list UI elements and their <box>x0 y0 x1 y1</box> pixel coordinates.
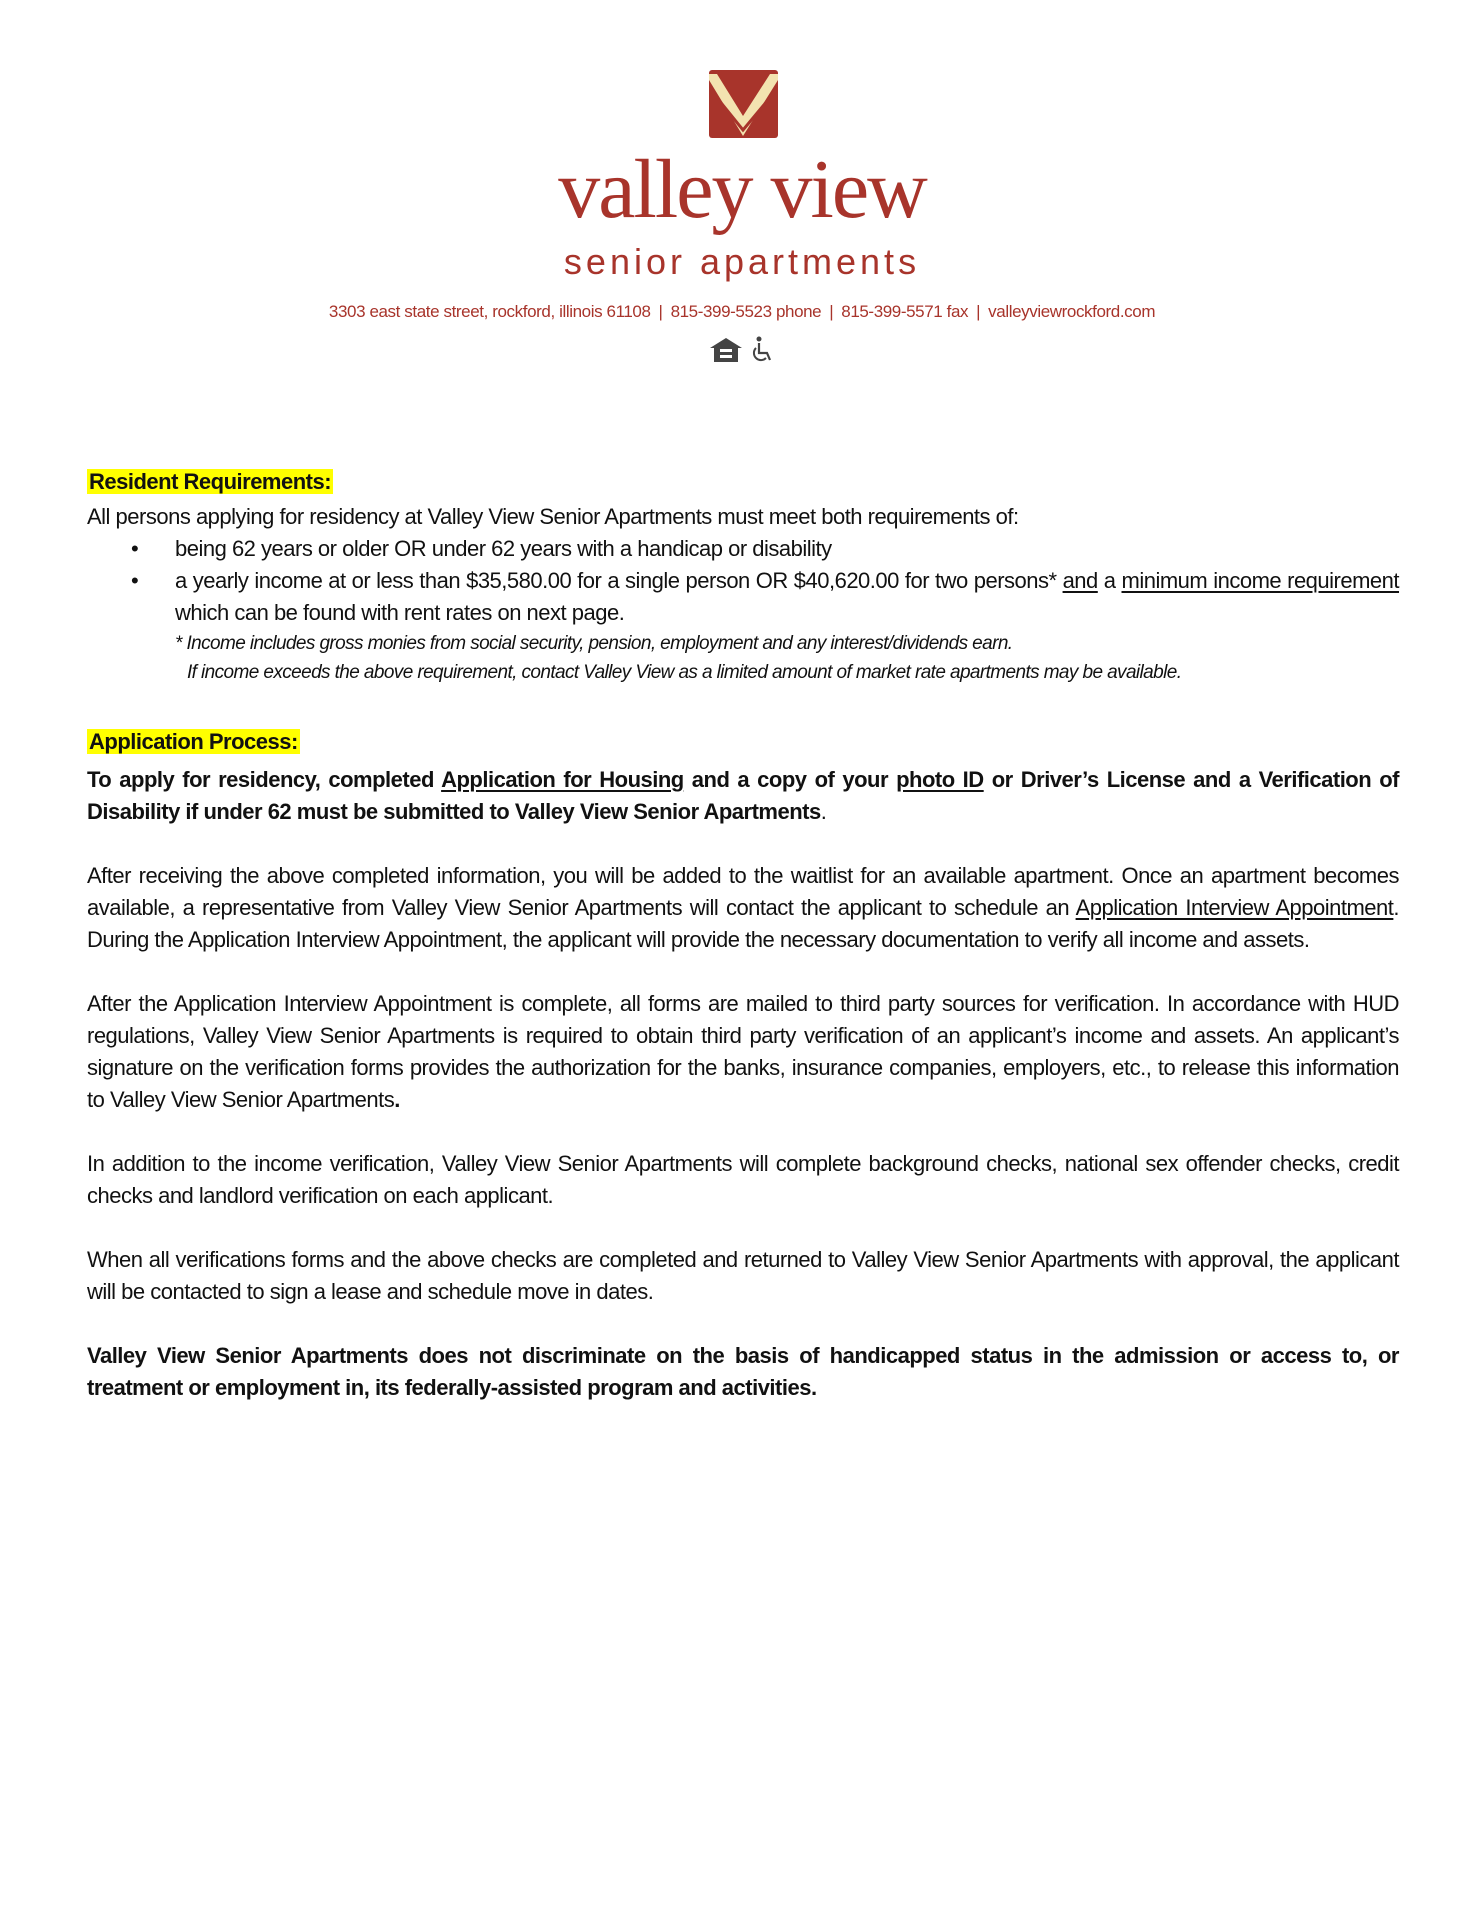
text: After the Application Interview Appointment is complete, all forms are mailed to third party sources for verification. In accordance with HUD regulations, Valley View Senior Apartments is required to obtain third party verification of an applicant’s income and assets. An applicant’s signature on the verification forms provides the authorization for the banks, insurance companies, employers, etc., to release this information to Valley View Senior Apartments <box>87 991 1399 1112</box>
non-discrimination-statement: Valley View Senior Apartments does not discriminate on the basis of handicapped status in the admission or access to, or treatment or employment in, its federally-assisted program and activities. <box>87 1343 1399 1400</box>
text: or Driver’s License and a Verification of Disability if under 62 must be submitted to Valley View Senior Apartments <box>87 767 1399 824</box>
text: After receiving the above completed information, you will be added to the waitlist for an available apartment. Once an apartment becomes available, a representative from Valley View Senior Apartments will contact the applicant to schedule an <box>87 863 1399 920</box>
resident-intro: All persons applying for residency at Valley View Senior Apartments must meet both requirements of: <box>87 504 1019 529</box>
text: which can be found with rent rates on next page. <box>175 600 625 625</box>
phone: 815-399-5523 phone <box>670 302 822 321</box>
equal-housing-icon <box>709 337 743 363</box>
section-heading: Resident Requirements: <box>89 469 332 494</box>
text: . During the Application Interview Appointment, the applicant will provide the necessary documentation to verify all income and assets. <box>87 895 1399 952</box>
application-paragraph <box>87 860 1399 956</box>
application-paragraph <box>87 764 1399 828</box>
requirements-list <box>87 533 1399 629</box>
text: and <box>1062 568 1098 593</box>
section-heading: Application Process: <box>89 729 298 754</box>
text: To apply for residency, completed <box>87 767 442 792</box>
text: minimum income requirement <box>1121 568 1400 593</box>
separator: | <box>829 302 834 321</box>
text: a yearly income at or less than $35,580.00 for a single person OR $40,620.00 for two persons* <box>175 568 1063 593</box>
resident-requirements-section <box>87 466 1399 687</box>
text: and a copy of your <box>683 767 897 792</box>
website: valleyviewrockford.com <box>988 302 1156 321</box>
separator: | <box>658 302 663 321</box>
application-paragraph: In addition to the income verification, Valley View Senior Apartments will complete background checks, national sex offender checks, credit checks and landlord verification on each applicant. <box>87 1151 1399 1208</box>
list-item <box>175 565 1399 629</box>
income-note: * Income includes gross monies from social security, pension, employment and any interest/dividends earn. <box>175 633 1013 654</box>
compliance-icons <box>0 336 1484 364</box>
list-item: • being 62 years or older OR under 62 years with a handicap or disability <box>175 533 1399 565</box>
application-process-section <box>87 726 1399 1404</box>
text: a <box>1097 568 1122 593</box>
brand-name: valley view <box>558 143 926 236</box>
fax: 815-399-5571 fax <box>841 302 969 321</box>
contact-line <box>0 300 1484 324</box>
text: Application for Housing <box>441 767 684 792</box>
text: . <box>820 799 827 824</box>
text: Application Interview Appointment <box>1075 895 1394 920</box>
brand-subtitle: senior apartments <box>563 241 921 282</box>
address: 3303 east state street, rockford, illinois 61108 <box>328 302 651 321</box>
income-note: If income exceeds the above requirement, contact Valley View as a limited amount of market rate apartments may be available. <box>187 662 1182 683</box>
wheelchair-accessible-icon <box>751 336 775 364</box>
text: photo ID <box>896 767 984 792</box>
text: . <box>394 1087 400 1112</box>
application-paragraph <box>87 988 1399 1116</box>
application-paragraph: When all verifications forms and the above checks are completed and returned to Valley View Senior Apartments with approval, the applicant will be contacted to sign a lease and schedule move in dates. <box>87 1247 1399 1304</box>
valley-view-logo-icon <box>709 70 778 138</box>
separator: | <box>976 302 981 321</box>
